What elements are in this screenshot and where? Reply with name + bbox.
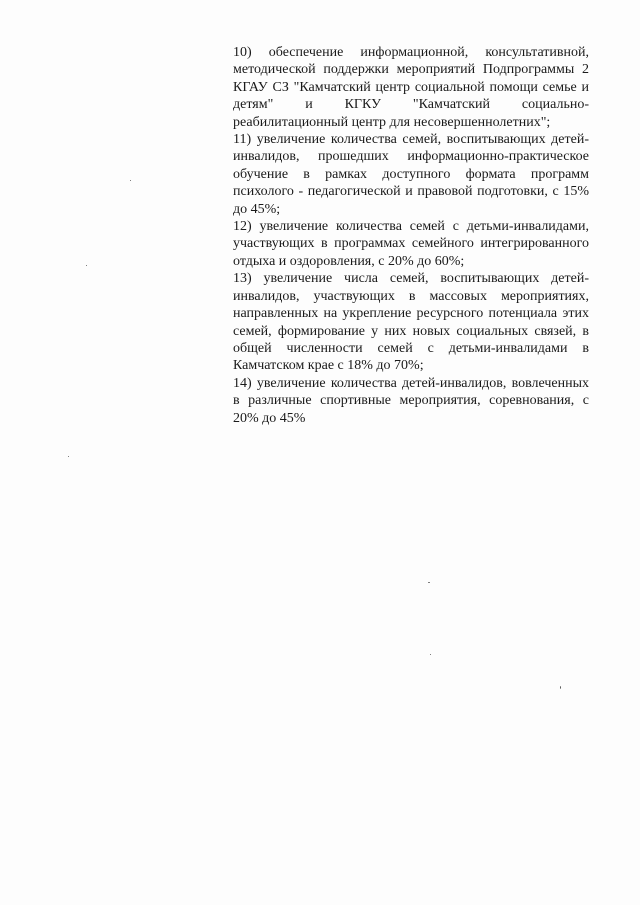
scan-speck <box>430 654 431 655</box>
list-item: 11) увеличение количества семей, воспитывающих детей-инвалидов, прошедших информационно-практическое обучение в рамках доступного формата программ психолого - педагогической и правовой подготовки, с 15% до 45%; <box>233 132 589 217</box>
list-item: 12) увеличение количества семей с детьми-инвалидами, участвующих в программах семейного интегрированного отдыха и оздоровления, с 20% до 60%; <box>233 219 589 269</box>
list-item: 14) увеличение количества детей-инвалидов, вовлеченных в различные спортивные мероприятия, соревнования, с 20% до 45% <box>233 375 589 426</box>
scan-speck <box>560 686 561 689</box>
list-item: 10) обеспечение информационной, консультативной, методической поддержки мероприятий Подпрограммы 2 КГАУ СЗ "Камчатский центр социальной помощи семье и детям" и КГКУ "Камчатский социально-реабилитационный центр для несовершеннолетних"; <box>233 45 589 130</box>
scan-speck <box>130 180 131 181</box>
list-item: 13) увеличение числа семей, воспитывающих детей-инвалидов, участвующих в массовых мероприятиях, направленных на укрепление ресурсного потенциала этих семей, формирование у них новых социальных связей, в общей численности семей с детьми-инвалидами в Камчатском крае с 18% до 70%; <box>233 271 589 374</box>
document-text <box>233 44 589 427</box>
scan-speck <box>86 265 87 266</box>
scan-speck <box>428 582 430 583</box>
scan-speck <box>68 456 69 457</box>
